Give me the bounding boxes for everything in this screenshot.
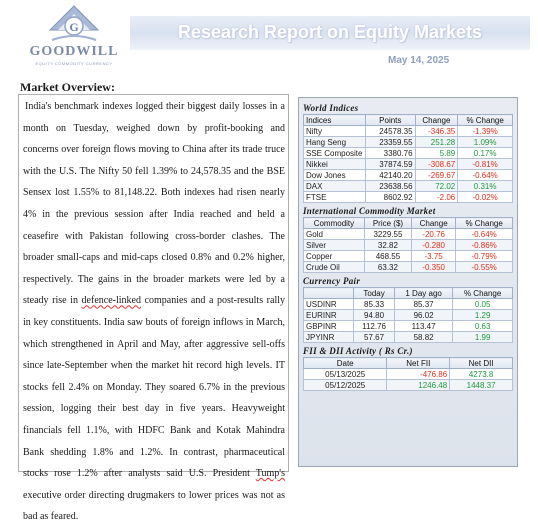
currency-pair-cell: USDINR	[304, 299, 354, 310]
logo-name: GOODWILL	[29, 44, 119, 59]
index-points-cell: 42140.20	[366, 170, 416, 181]
world-indices-table	[303, 114, 513, 203]
index-name-cell: Dow Jones	[304, 170, 366, 181]
fii-dii-date-cell: 05/12/2025	[304, 380, 387, 391]
currency-pair-title: Currency Pair	[303, 276, 361, 286]
index-name-cell: FTSE	[304, 192, 366, 203]
table-row	[304, 126, 513, 137]
currency-pct-change-cell: 1.99	[453, 332, 513, 343]
index-name-cell: Nikkei	[304, 159, 366, 170]
index-change-cell: 72.02	[415, 181, 458, 192]
index-pct-change-cell: -0.64%	[458, 170, 513, 181]
column-header: % Change	[453, 288, 513, 299]
index-pct-change-cell: 0.31%	[458, 181, 513, 192]
column-header: Change	[412, 218, 456, 229]
table-row	[304, 369, 513, 380]
index-pct-change-cell: 0.17%	[458, 148, 513, 159]
currency-today-cell: 94.80	[354, 310, 395, 321]
index-pct-change-cell: -0.02%	[458, 192, 513, 203]
commodity-change-cell: -0.280	[412, 240, 456, 251]
currency-today-cell: 57.67	[354, 332, 395, 343]
table-header-row	[304, 218, 513, 229]
commodity-price-cell: 3229.55	[364, 229, 411, 240]
table-row	[304, 380, 513, 391]
table-row	[304, 310, 513, 321]
goodwill-logo	[28, 4, 120, 74]
index-points-cell: 23638.56	[366, 181, 416, 192]
table-row	[304, 299, 513, 310]
currency-day-ago-cell: 85.37	[394, 299, 452, 310]
currency-pct-change-cell: 0.05	[453, 299, 513, 310]
table-row	[304, 192, 513, 203]
index-change-cell: -269.67	[415, 170, 458, 181]
table-row	[304, 229, 513, 240]
index-pct-change-cell: -1.39%	[458, 126, 513, 137]
currency-pair-cell: JPYINR	[304, 332, 354, 343]
table-row	[304, 251, 513, 262]
commodity-price-cell: 468.55	[364, 251, 411, 262]
commodity-name-cell: Copper	[304, 251, 365, 262]
overview-spellcheck-word: Tump's	[255, 468, 285, 480]
commodity-name-cell: Silver	[304, 240, 365, 251]
fii-dii-table	[303, 357, 513, 391]
logo-emblem-icon	[46, 4, 102, 48]
commodity-pct-change-cell: -0.55%	[456, 262, 513, 273]
overview-text-part-a: India's benchmark indexes logged their biggest daily losses in a month on Tuesday, weighed down by profit-booking and concerns over foreign flows moving to China after its trade truce with the U.S. The Nifty 50 fell 1.39% to 24,578.35 and the BSE Sensex lost 1.55% to 81,148.22. Both indexes had risen nearly 4% in the previous session after India reached and held a ceasefire with Pakistan following cross-border clashes. The broader small-caps and mid-caps closed 0.8% and 0.2% higher, respectively. The gains in the broader markets were led by a steady rise in	[23, 101, 285, 307]
table-row	[304, 181, 513, 192]
index-name-cell: Nifty	[304, 126, 366, 137]
table-row	[304, 137, 513, 148]
column-header: Date	[304, 358, 387, 369]
commodity-market-title: International Commodity Market	[303, 206, 436, 216]
report-date: May 14, 2025	[388, 55, 450, 66]
commodity-change-cell: -20.76	[412, 229, 456, 240]
currency-day-ago-cell: 113.47	[394, 321, 452, 332]
overview-text-part-b: companies and a post-results rally in key constituents. India saw bouts of foreign inflows in March, which strengthened in April and May, after aggressive sell-offs since late-September when the market hit record high levels. IT stocks fell 2.4% on Monday. They soared 6.7% in the previous session, logging their best day in five years. Heavyweight financials fell 1.1%, with HDFC Bank and Kotak Mahindra Bank shedding 1.8% and 1.2%. In contrast, pharmaceutical stocks rose 1.2% after analysts said U.S. President	[23, 295, 286, 480]
currency-pct-change-cell: 1.29	[453, 310, 513, 321]
title-bar	[130, 16, 530, 50]
table-row	[304, 148, 513, 159]
market-data-panel	[298, 97, 518, 467]
index-points-cell: 37874.59	[366, 159, 416, 170]
index-change-cell: -308.67	[415, 159, 458, 170]
currency-pair-cell: GBPINR	[304, 321, 354, 332]
commodity-change-cell: -3.75	[412, 251, 456, 262]
net-fii-cell: 1246.48	[387, 380, 450, 391]
table-row	[304, 332, 513, 343]
index-points-cell: 8602.92	[366, 192, 416, 203]
net-fii-cell: -476.86	[387, 369, 450, 380]
market-overview-box	[18, 94, 289, 523]
currency-today-cell: 85.33	[354, 299, 395, 310]
commodity-price-cell: 63.32	[364, 262, 411, 273]
column-header: Change	[415, 115, 458, 126]
column-header: 1 Day ago	[394, 288, 452, 299]
index-points-cell: 23359.55	[366, 137, 416, 148]
table-header-row	[304, 358, 513, 369]
index-pct-change-cell: 1.09%	[458, 137, 513, 148]
net-dii-cell: 1448.37	[450, 380, 513, 391]
commodity-pct-change-cell: -0.86%	[456, 240, 513, 251]
column-header: Price ($)	[364, 218, 411, 229]
currency-pct-change-cell: 0.63	[453, 321, 513, 332]
currency-day-ago-cell: 58.82	[394, 332, 452, 343]
table-row	[304, 321, 513, 332]
svg-text:G: G	[69, 20, 79, 34]
currency-pair-table	[303, 287, 513, 343]
table-row	[304, 170, 513, 181]
column-header: Indices	[304, 115, 366, 126]
market-overview-text	[23, 96, 285, 528]
index-change-cell: 5.89	[415, 148, 458, 159]
index-change-cell: -346.35	[415, 126, 458, 137]
index-points-cell: 3380.76	[366, 148, 416, 159]
report-title: Research Report on Equity Markets	[177, 22, 483, 42]
commodity-pct-change-cell: -0.64%	[456, 229, 513, 240]
table-row	[304, 240, 513, 251]
currency-today-cell: 112.76	[354, 321, 395, 332]
column-header: Today	[354, 288, 395, 299]
column-header	[304, 288, 354, 299]
table-header-row	[304, 115, 513, 126]
column-header: % Change	[458, 115, 513, 126]
fii-dii-date-cell: 05/13/2025	[304, 369, 387, 380]
column-header: Points	[366, 115, 416, 126]
column-header: Commodity	[304, 218, 365, 229]
index-name-cell: DAX	[304, 181, 366, 192]
overview-spellcheck-word: defence-linked	[81, 295, 141, 307]
commodity-market-table	[303, 217, 513, 273]
net-dii-cell: 4273.8	[450, 369, 513, 380]
overview-text-part-c: executive order directing drugmakers to lower prices was not as bad as feared.	[23, 489, 285, 523]
column-header: % Change	[456, 218, 513, 229]
currency-pair-cell: EURINR	[304, 310, 354, 321]
fii-dii-title: FII & DII Activity ( Rs Cr.)	[303, 346, 413, 356]
currency-day-ago-cell: 96.02	[394, 310, 452, 321]
column-header: Net DII	[450, 358, 513, 369]
market-overview-heading: Market Overview:	[20, 80, 115, 94]
index-name-cell: Hang Seng	[304, 137, 366, 148]
index-points-cell: 24578.35	[366, 126, 416, 137]
table-header-row	[304, 288, 513, 299]
index-change-cell: 251.28	[415, 137, 458, 148]
commodity-change-cell: -0.350	[412, 262, 456, 273]
commodity-pct-change-cell: -0.79%	[456, 251, 513, 262]
index-change-cell: -2.06	[415, 192, 458, 203]
index-pct-change-cell: -0.81%	[458, 159, 513, 170]
report-header	[0, 0, 538, 78]
index-name-cell: SSE Composite	[304, 148, 366, 159]
commodity-name-cell: Crude Oil	[304, 262, 365, 273]
commodity-name-cell: Gold	[304, 229, 365, 240]
column-header: Net FII	[387, 358, 450, 369]
world-indices-title: World Indices	[303, 103, 359, 113]
table-row	[304, 159, 513, 170]
commodity-price-cell: 32.82	[364, 240, 411, 251]
table-row	[304, 262, 513, 273]
logo-tagline: EQUITY COMMODITY CURRENCY	[35, 61, 113, 66]
